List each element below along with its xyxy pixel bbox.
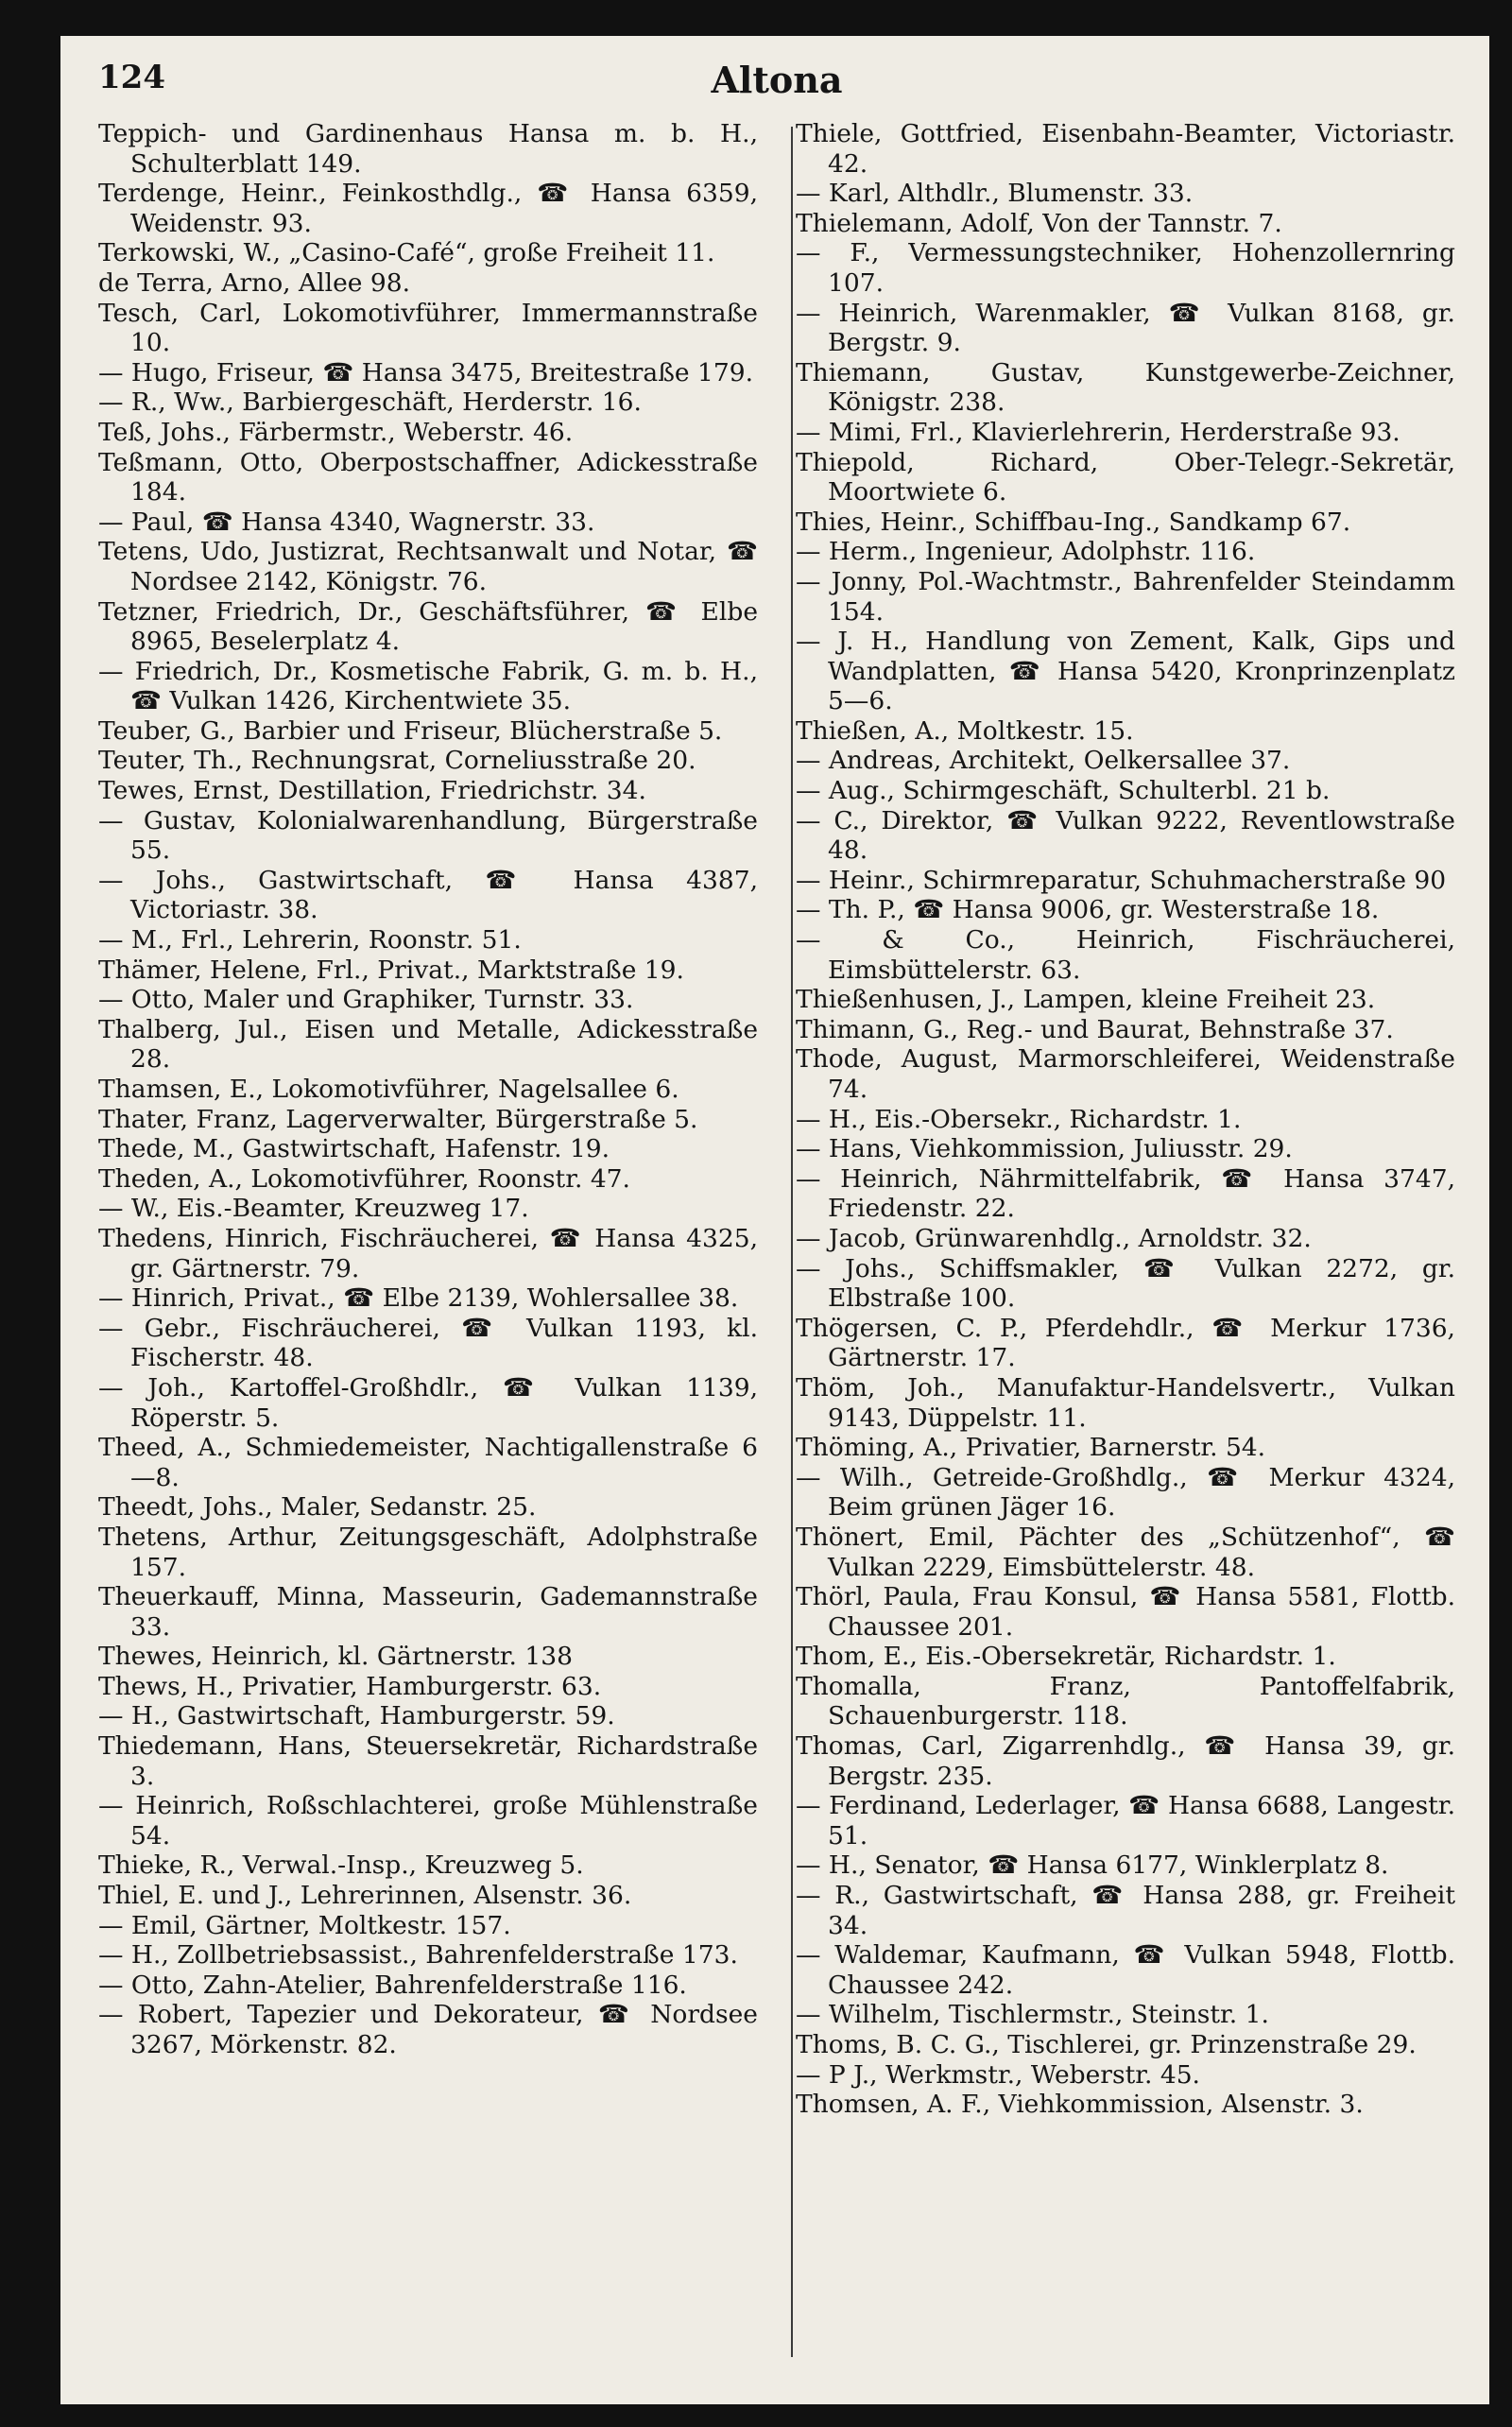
directory-entry: Teßmann, Otto, Oberpostschaffner, Adickesstraße 184. xyxy=(98,447,758,508)
directory-entry: Tetzner, Friedrich, Dr., Geschäftsführer, ☎ Elbe 8965, Beselerplatz 4. xyxy=(98,596,758,657)
directory-entry: Teuter, Th., Rechnungsrat, Corneliusstraße 20. xyxy=(98,746,696,776)
directory-entry: — Gustav, Kolonialwarenhandlung, Bürgerstraße 55. xyxy=(98,805,758,866)
directory-entry: Thedens, Hinrich, Fischräucherei, ☎ Hansa 4325, gr. Gärtnerstr. 79. xyxy=(98,1223,758,1283)
directory-entry: Teß, Johs., Färbermstr., Weberstr. 46. xyxy=(98,417,574,447)
directory-entry: Thomalla, Franz, Pantoffelfabrik, Schauenburgerstr. 118. xyxy=(796,1671,1455,1731)
directory-entry: Teppich- und Gardinenhaus Hansa m. b. H., Schulterblatt 149. xyxy=(98,119,758,179)
directory-entry: — H., Zollbetriebsassist., Bahrenfelderstraße 173. xyxy=(98,1940,738,1971)
directory-entry: Thamsen, E., Lokomotivführer, Nagelsallee 6. xyxy=(98,1075,679,1104)
directory-entry: — Heinrich, Roßschlachterei, große Mühlenstraße 54. xyxy=(98,1791,758,1850)
directory-entry: — H., Senator, ☎ Hansa 6177, Winklerplatz 8. xyxy=(796,1850,1389,1881)
directory-entry: — Jonny, Pol.-Wachtmstr., Bahrenfelder Steindamm 154. xyxy=(796,566,1455,627)
directory-entry: — Otto, Zahn-Atelier, Bahrenfelderstraße 116. xyxy=(98,1970,687,2000)
directory-entry: Thode, August, Marmorschleiferei, Weidenstraße 74. xyxy=(796,1044,1455,1104)
directory-entry: Thiedemann, Hans, Steuersekretär, Richardstraße 3. xyxy=(98,1731,758,1791)
directory-entry: Thede, M., Gastwirtschaft, Hafenstr. 19. xyxy=(98,1134,610,1164)
directory-entry: Thewes, Heinrich, kl. Gärtnerstr. 138 xyxy=(98,1642,573,1672)
directory-entry: — Jacob, Grünwarenhdlg., Arnoldstr. 32. xyxy=(796,1223,1312,1253)
directory-page xyxy=(60,36,1489,2404)
right-column xyxy=(775,119,1455,2120)
directory-entry: Theden, A., Lokomotivführer, Roonstr. 47. xyxy=(98,1163,630,1194)
directory-entry: Thöming, A., Privatier, Barnerstr. 54. xyxy=(796,1433,1266,1463)
directory-entry: — Hans, Viehkommission, Juliusstr. 29. xyxy=(796,1134,1293,1164)
directory-entry: — Johs., Gastwirtschaft, ☎ Hansa 4387, Victoriastr. 38. xyxy=(98,865,758,925)
directory-entry: Thießen, A., Moltkestr. 15. xyxy=(796,715,1134,746)
directory-entry: — Friedrich, Dr., Kosmetische Fabrik, G. m. b. H., ☎ Vulkan 1426, Kirchentwiete 35. xyxy=(98,656,758,716)
directory-entry: — Otto, Maler und Graphiker, Turnstr. 33. xyxy=(98,985,634,1015)
directory-entry: — Th. P., ☎ Hansa 9006, gr. Westerstraße 18. xyxy=(796,895,1380,925)
directory-entry: Thießenhusen, J., Lampen, kleine Freiheit 23. xyxy=(796,985,1376,1015)
directory-entry: — Heinr., Schirmreparatur, Schuhmacherstraße 90 xyxy=(796,865,1447,895)
directory-entry: Theuerkauff, Minna, Masseurin, Gademannstraße 33. xyxy=(98,1582,758,1642)
directory-entry: Teuber, G., Barbier und Friseur, Blücherstraße 5. xyxy=(98,715,723,746)
directory-entry: Thögersen, C. P., Pferdehdlr., ☎ Merkur 1736, Gärtnerstr. 17. xyxy=(796,1313,1455,1373)
directory-entry: Thomas, Carl, Zigarrenhdlg., ☎ Hansa 39, gr. Bergstr. 235. xyxy=(796,1731,1455,1791)
directory-entry: — Joh., Kartoffel-Großhdlr., ☎ Vulkan 1139, Röperstr. 5. xyxy=(98,1372,758,1433)
directory-entry: — Hinrich, Privat., ☎ Elbe 2139, Wohlersallee 38. xyxy=(98,1283,739,1314)
directory-entry: — Mimi, Frl., Klavierlehrerin, Herderstraße 93. xyxy=(796,417,1400,447)
directory-entry: — Karl, Althdlr., Blumenstr. 33. xyxy=(796,179,1194,209)
directory-entry: Thiel, E. und J., Lehrerinnen, Alsenstr. 36. xyxy=(98,1881,632,1911)
directory-entry: Thoms, B. C. G., Tischlerei, gr. Prinzenstraße 29. xyxy=(796,2030,1417,2059)
directory-columns xyxy=(98,119,1455,2120)
directory-entry: — Paul, ☎ Hansa 4340, Wagnerstr. 33. xyxy=(98,507,595,537)
directory-entry: Terkowski, W., „Casino-Café“, große Freiheit 11. xyxy=(98,238,715,268)
directory-entry: Thönert, Emil, Pächter des „Schützenhof“, ☎ Vulkan 2229, Eimsbüttelerstr. 48. xyxy=(796,1522,1455,1582)
directory-entry: — P J., Werkmstr., Weberstr. 45. xyxy=(796,2059,1200,2090)
directory-entry: — F., Vermessungstechniker, Hohenzollernring 107. xyxy=(796,238,1455,298)
page-header xyxy=(98,55,1455,113)
directory-entry: Thämer, Helene, Frl., Privat., Marktstraße 19. xyxy=(98,955,684,985)
page-number: 124 xyxy=(98,59,165,96)
directory-entry: de Terra, Arno, Allee 98. xyxy=(98,267,411,298)
directory-entry: — Wilh., Getreide-Großhdlg., ☎ Merkur 4324, Beim grünen Jäger 16. xyxy=(796,1462,1455,1523)
directory-entry: — & Co., Heinrich, Fischräucherei, Eimsbüttelerstr. 63. xyxy=(796,925,1455,985)
directory-entry: Thörl, Paula, Frau Konsul, ☎ Hansa 5581, Flottb. Chaussee 201. xyxy=(796,1582,1455,1642)
directory-entry: Terdenge, Heinr., Feinkosthdlg., ☎ Hansa 6359, Weidenstr. 93. xyxy=(98,179,758,238)
directory-entry: — Gebr., Fischräucherei, ☎ Vulkan 1193, kl. Fischerstr. 48. xyxy=(98,1313,758,1373)
directory-entry: — Ferdinand, Lederlager, ☎ Hansa 6688, Langestr. 51. xyxy=(796,1791,1455,1850)
running-title: Altona xyxy=(711,59,843,101)
directory-entry: Thies, Heinr., Schiffbau-Ing., Sandkamp 67. xyxy=(796,507,1351,537)
directory-entry: — Waldemar, Kaufmann, ☎ Vulkan 5948, Flottb. Chaussee 242. xyxy=(796,1940,1455,2000)
directory-entry: — Emil, Gärtner, Moltkestr. 157. xyxy=(98,1910,511,1940)
directory-entry: Thielemann, Adolf, Von der Tannstr. 7. xyxy=(796,208,1282,238)
left-column xyxy=(98,119,775,2120)
directory-entry: — Wilhelm, Tischlermstr., Steinstr. 1. xyxy=(796,2000,1269,2030)
directory-entry: — Hugo, Friseur, ☎ Hansa 3475, Breitestraße 179. xyxy=(98,357,754,387)
directory-entry: Thiemann, Gustav, Kunstgewerbe-Zeichner, Königstr. 238. xyxy=(796,357,1455,418)
directory-entry: Tetens, Udo, Justizrat, Rechtsanwalt und Notar, ☎ Nordsee 2142, Königstr. 76. xyxy=(98,537,758,596)
column-divider xyxy=(791,127,793,2357)
directory-entry: Tesch, Carl, Lokomotivführer, Immermannstraße 10. xyxy=(98,298,758,358)
directory-entry: Thalberg, Jul., Eisen und Metalle, Adickesstraße 28. xyxy=(98,1014,758,1075)
directory-entry: — M., Frl., Lehrerin, Roonstr. 51. xyxy=(98,925,522,955)
directory-entry: — R., Ww., Barbiergeschäft, Herderstr. 16. xyxy=(98,387,642,418)
directory-entry: Thom, E., Eis.-Obersekretär, Richardstr. 1. xyxy=(796,1642,1336,1672)
directory-entry: Thieke, R., Verwal.-Insp., Kreuzweg 5. xyxy=(98,1850,584,1881)
directory-entry: — Heinrich, Nährmittelfabrik, ☎ Hansa 3747, Friedenstr. 22. xyxy=(796,1163,1455,1224)
directory-entry: — H., Gastwirtschaft, Hamburgerstr. 59. xyxy=(98,1701,615,1731)
directory-entry: Thöm, Joh., Manufaktur-Handelsvertr., Vulkan 9143, Düppelstr. 11. xyxy=(796,1372,1455,1433)
directory-entry: — Heinrich, Warenmakler, ☎ Vulkan 8168, gr. Bergstr. 9. xyxy=(796,298,1455,358)
directory-entry: Thimann, G., Reg.- und Baurat, Behnstraße 37. xyxy=(796,1014,1394,1044)
directory-entry: Tewes, Ernst, Destillation, Friedrichstr. 34. xyxy=(98,776,646,806)
directory-entry: — C., Direktor, ☎ Vulkan 9222, Reventlowstraße 48. xyxy=(796,805,1455,866)
directory-entry: Thiepold, Richard, Ober-Telegr.-Sekretär, Moortwiete 6. xyxy=(796,447,1455,508)
directory-entry: Theedt, Johs., Maler, Sedanstr. 25. xyxy=(98,1492,537,1523)
directory-entry: — R., Gastwirtschaft, ☎ Hansa 288, gr. Freiheit 34. xyxy=(796,1881,1455,1940)
directory-entry: Thater, Franz, Lagerverwalter, Bürgerstraße 5. xyxy=(98,1104,698,1134)
directory-entry: — W., Eis.-Beamter, Kreuzweg 17. xyxy=(98,1194,529,1224)
directory-entry: — Robert, Tapezier und Dekorateur, ☎ Nordsee 3267, Mörkenstr. 82. xyxy=(98,2000,758,2059)
directory-entry: Thetens, Arthur, Zeitungsgeschäft, Adolphstraße 157. xyxy=(98,1522,758,1582)
directory-entry: — Andreas, Architekt, Oelkersallee 37. xyxy=(796,746,1291,776)
directory-entry: — Johs., Schiffsmakler, ☎ Vulkan 2272, gr. Elbstraße 100. xyxy=(796,1253,1455,1314)
directory-entry: — Herm., Ingenieur, Adolphstr. 116. xyxy=(796,537,1256,567)
directory-entry: Thews, H., Privatier, Hamburgerstr. 63. xyxy=(98,1671,602,1701)
directory-entry: Thomsen, A. F., Viehkommission, Alsenstr. 3. xyxy=(796,2090,1364,2120)
directory-entry: Theed, A., Schmiedemeister, Nachtigallenstraße 6—8. xyxy=(98,1433,758,1492)
directory-entry: — H., Eis.-Obersekr., Richardstr. 1. xyxy=(796,1104,1242,1134)
directory-entry: — Aug., Schirmgeschäft, Schulterbl. 21 b. xyxy=(796,776,1331,806)
directory-entry: — J. H., Handlung von Zement, Kalk, Gips und Wandplatten, ☎ Hansa 5420, Kronprinzenplatz 5—6. xyxy=(796,627,1455,716)
directory-entry: Thiele, Gottfried, Eisenbahn-Beamter, Victoriastr. 42. xyxy=(796,119,1455,179)
